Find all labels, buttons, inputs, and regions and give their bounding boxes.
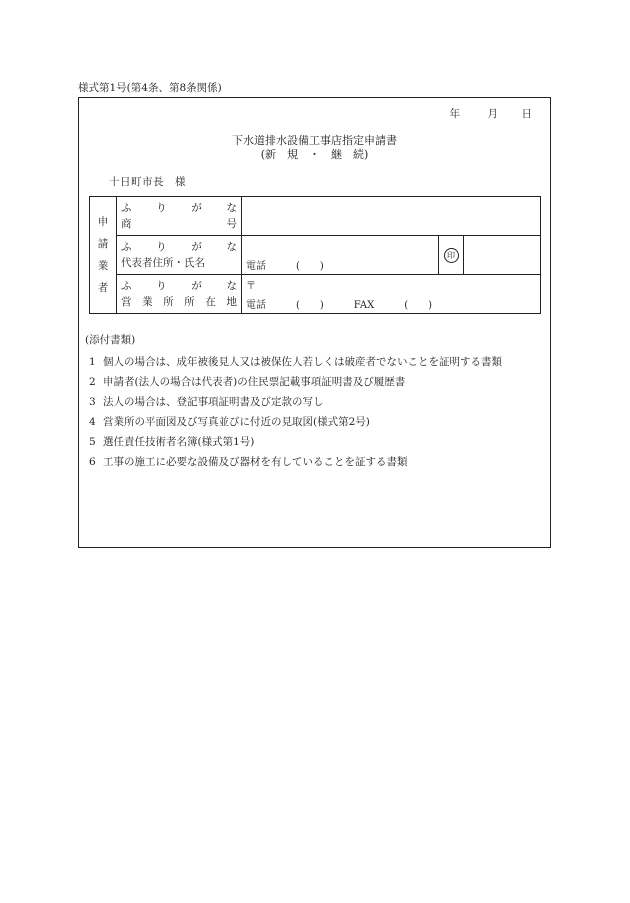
- attachments-heading: (添付書類): [85, 334, 136, 346]
- form-caption: 様式第1号(第4条、第8条関係): [78, 82, 222, 94]
- list-item: 1 個人の場合は、成年被後見人又は被保佐人若しくは破産者でないことを証明する書類: [89, 356, 502, 368]
- representative-label: [117, 236, 242, 275]
- list-item: 4 営業所の平面図及び写真並びに付近の見取図(様式第2号): [89, 416, 370, 428]
- addressee: 十日町市長 様: [109, 176, 186, 188]
- office-address-label: ふ り が な 営 業 所 所 在 地: [117, 275, 242, 314]
- date-day: 日: [521, 108, 532, 120]
- furigana-label: ふ り が な: [121, 202, 237, 214]
- form-frame: [78, 97, 551, 548]
- side-char: 請: [97, 238, 109, 250]
- attachments-list: [89, 352, 549, 472]
- phone-fax-label: 電話 ( ) FAX ( ): [246, 300, 433, 311]
- label-char: 商: [121, 218, 132, 230]
- label-char: 号: [226, 218, 237, 230]
- date-row: [422, 106, 532, 121]
- form-title: 下水道排水設備工事店指定申請書: [232, 134, 397, 147]
- list-item: 3 法人の場合は、登記事項証明書及び定款の写し: [89, 396, 324, 408]
- trade-name-field[interactable]: [242, 197, 541, 236]
- seal-cell: [439, 236, 464, 275]
- postal-mark: 〒: [246, 281, 256, 292]
- list-item: 2 申請者(法人の場合は代表者)の住民票記載事項証明書及び履歴書: [89, 376, 406, 388]
- side-char: 業: [97, 260, 109, 272]
- furigana-label: ふ り が な: [121, 241, 237, 253]
- phone-label: 電話 ( ): [246, 261, 324, 272]
- furigana-label: ふ り が な: [121, 280, 237, 292]
- list-item: 6 工事の施工に必要な設備及び器材を有していることを証する書類: [89, 456, 408, 468]
- applicant-side-label: [90, 197, 117, 314]
- seal-icon: 印: [444, 248, 459, 263]
- representative-extra-field[interactable]: [464, 236, 541, 275]
- form-subtitle: (新 規 ・ 継 続): [260, 148, 369, 161]
- representative-field[interactable]: [242, 236, 439, 275]
- date-year: 年: [449, 108, 460, 120]
- office-address-field[interactable]: [242, 275, 541, 314]
- date-month: 月: [487, 108, 498, 120]
- applicant-table: [89, 196, 541, 314]
- list-item: 5 選任責任技術者名簿(様式第1号): [89, 436, 255, 448]
- side-char: 申: [97, 216, 109, 228]
- trade-name-label: [117, 197, 242, 236]
- representative-label-text: 代表者住所・氏名: [121, 257, 205, 269]
- side-char: 者: [97, 282, 109, 294]
- form-title-block: [79, 134, 550, 162]
